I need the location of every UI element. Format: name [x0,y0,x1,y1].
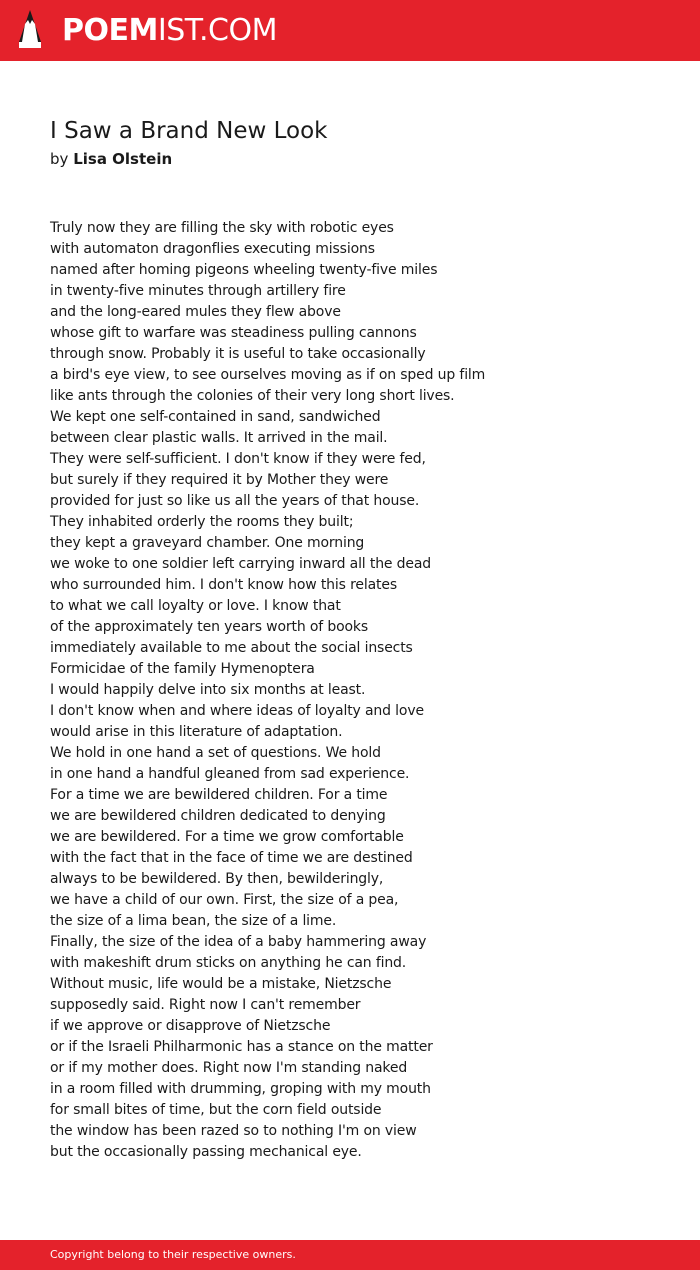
poem-line: with the fact that in the face of time we are destined [50,850,413,866]
poem-line: They were self-sufficient. I don't know if they were fed, [50,451,426,467]
poem-line: or if my mother does. Right now I'm standing naked [50,1060,408,1076]
poem-line: who surrounded him. I don't know how this relates [50,577,397,593]
poem-line: in twenty-five minutes through artillery fire [50,283,346,299]
poem-line: in one hand a handful gleaned from sad experience. [50,766,410,782]
poem-line: the size of a lima bean, the size of a lime. [50,913,337,929]
poem-byline [50,148,172,170]
poem-line: supposedly said. Right now I can't remember [50,997,361,1013]
logo-text-light: IST.COM [157,13,277,48]
poem-line: always to be bewildered. By then, bewilderingly, [50,871,384,887]
poem-line: to what we call loyalty or love. I know that [50,598,341,614]
poem-line: we have a child of our own. First, the size of a pea, [50,892,399,908]
poem-line: we woke to one soldier left carrying inward all the dead [50,556,432,572]
poem-line: whose gift to warfare was steadiness pulling cannons [50,325,417,341]
logo-text-bold: POEM [62,13,158,48]
pencil-tip-icon[interactable] [18,10,42,50]
poem-line: We hold in one hand a set of questions. We hold [50,745,381,761]
site-logo[interactable] [62,12,277,50]
poem-body [50,218,670,1163]
poem-line: Truly now they are filling the sky with robotic eyes [50,220,394,236]
poem-line: provided for just so like us all the years of that house. [50,493,420,509]
poem-line: or if the Israeli Philharmonic has a stance on the matter [50,1039,433,1055]
copyright-text: Copyright belong to their respective owners. [50,1248,296,1261]
poem-line: but the occasionally passing mechanical eye. [50,1144,362,1160]
site-header [0,0,700,61]
poem-line: and the long-eared mules they flew above [50,304,341,320]
poem-line: between clear plastic walls. It arrived in the mail. [50,430,388,446]
poem-line: They inhabited orderly the rooms they built; [50,514,354,530]
poem-line: Without music, life would be a mistake, Nietzsche [50,976,392,992]
poem-line: Formicidae of the family Hymenoptera [50,661,315,677]
poem-line: immediately available to me about the social insects [50,640,413,656]
poem-line: like ants through the colonies of their very long short lives. [50,388,455,404]
by-label: by [50,150,69,168]
poem-line: a bird's eye view, to see ourselves moving as if on sped up film [50,367,486,383]
poem-line: they kept a graveyard chamber. One morning [50,535,365,551]
author-name[interactable]: Lisa Olstein [73,150,173,168]
poem-line: Finally, the size of the idea of a baby hammering away [50,934,427,950]
poem-line: we are bewildered. For a time we grow comfortable [50,829,404,845]
poem-line: with automaton dragonflies executing missions [50,241,375,257]
poem-line: if we approve or disapprove of Nietzsche [50,1018,331,1034]
poem-line: with makeshift drum sticks on anything he can find. [50,955,407,971]
poem-line: We kept one self-contained in sand, sandwiched [50,409,381,425]
poem-line: in a room filled with drumming, groping with my mouth [50,1081,431,1097]
poem-line: for small bites of time, but the corn field outside [50,1102,382,1118]
poem-line: through snow. Probably it is useful to take occasionally [50,346,426,362]
poem-line: For a time we are bewildered children. For a time [50,787,388,803]
poem-line: I would happily delve into six months at least. [50,682,366,698]
poem-line: we are bewildered children dedicated to denying [50,808,386,824]
poem-line: but surely if they required it by Mother they were [50,472,389,488]
poem-line: named after homing pigeons wheeling twenty-five miles [50,262,438,278]
poem-title: I Saw a Brand New Look [50,118,328,144]
poem-line: I don't know when and where ideas of loyalty and love [50,703,424,719]
poem-line: the window has been razed so to nothing I'm on view [50,1123,417,1139]
poem-line: would arise in this literature of adaptation. [50,724,343,740]
poem-line: of the approximately ten years worth of books [50,619,369,635]
site-footer [0,1240,700,1270]
